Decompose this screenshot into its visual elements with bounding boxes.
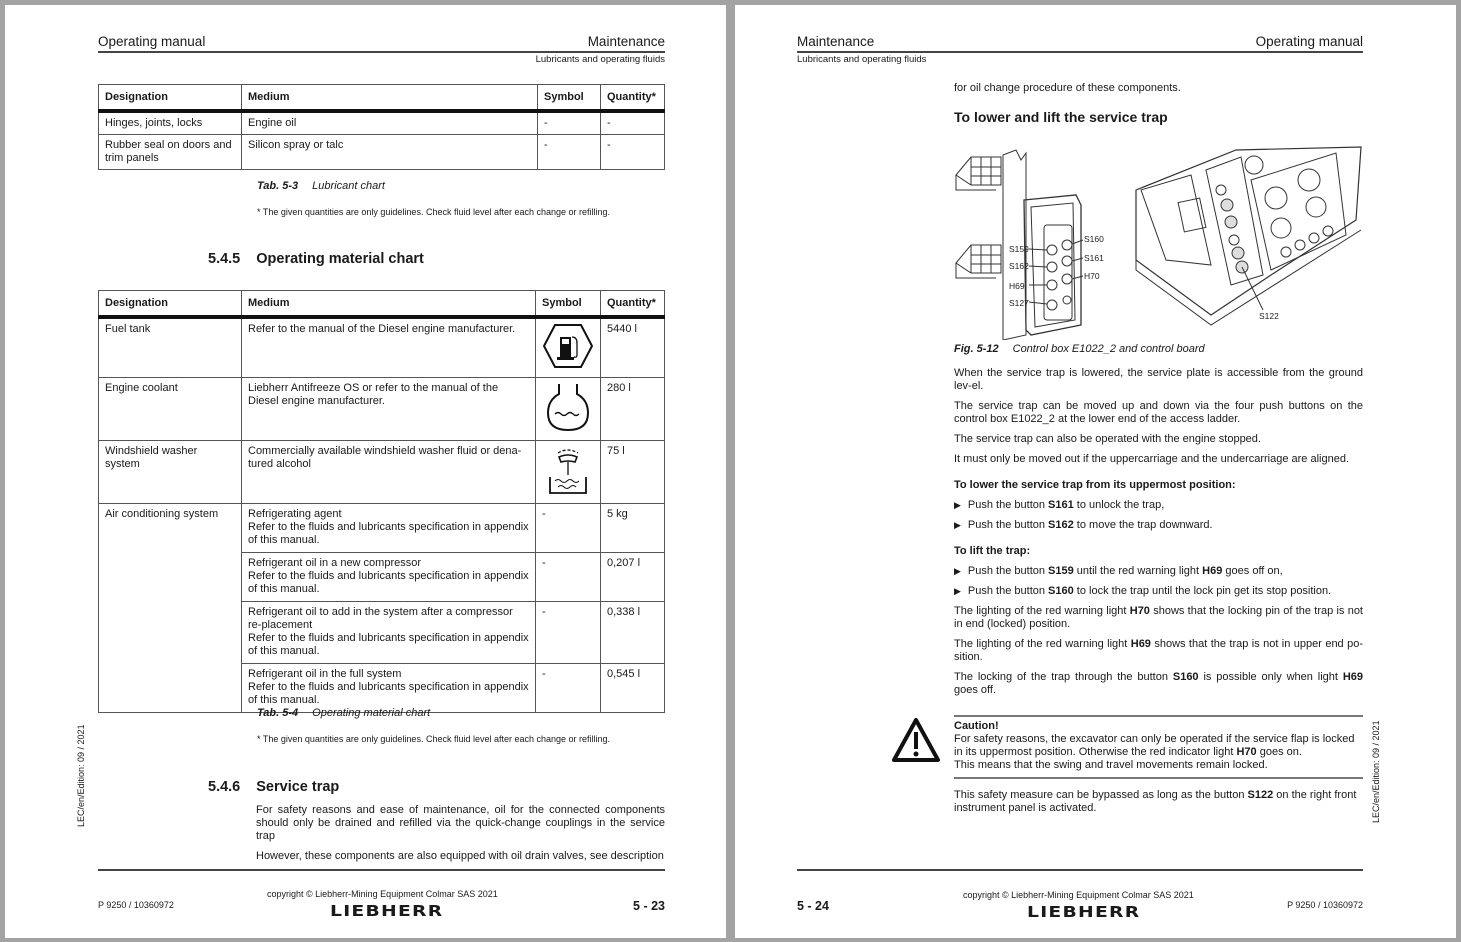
caption-text: Lubricant chart: [312, 180, 385, 192]
caption-number: Fig. 5-12: [954, 343, 999, 355]
label-h69: H69: [1009, 281, 1025, 291]
paragraph: However, these components are also equipped with oil drain valves, see description: [256, 850, 664, 862]
paragraph: The service trap can be moved up and down via the four push buttons on the control box E1022_2 at the lower end of the access ladder.: [954, 400, 1363, 425]
text: goes on.: [1256, 746, 1302, 758]
light-code: H69: [1202, 565, 1223, 577]
text: This safety measure can be bypassed as long as the button: [954, 789, 1248, 801]
text: For safety reasons, the excavator can only be operated if the service flap is locked in its uppermost position. Otherwise the red indicator light: [954, 733, 1355, 758]
material-table: [98, 290, 665, 713]
liebherr-logo: LIEBHERR: [1027, 903, 1141, 921]
body-text: [954, 367, 1363, 704]
caption-text: Operating material chart: [312, 707, 431, 719]
step-item: [954, 585, 1363, 598]
step-text: until the red warning light: [1073, 565, 1203, 577]
step-text: to unlock the trap,: [1073, 499, 1165, 511]
light-code: H69: [1130, 638, 1151, 650]
section-heading: [208, 251, 424, 267]
paragraph: For safety reasons and ease of maintenance, oil for the connected components should only be drained and refilled via the quick-change couplings in the service trap: [256, 804, 665, 842]
header-left: Operating manual: [98, 34, 206, 49]
text: is possible only when light: [1198, 671, 1343, 683]
table-note: * The given quantities are only guidelines. Check fluid level after each change or refilling.: [257, 207, 611, 217]
table-caption: [257, 707, 430, 719]
cell-designation: Engine coolant: [99, 378, 242, 441]
figure-caption: [954, 343, 1205, 355]
edition-side-text: LEC/en/Edition: 09 / 2021: [1371, 720, 1381, 823]
button-code: S161: [1048, 499, 1074, 511]
header-right: Maintenance: [587, 34, 665, 49]
light-code: H70: [1129, 605, 1150, 617]
table-row: [99, 135, 665, 170]
caution-text: This means that the swing and travel movements remain locked.: [954, 759, 1268, 771]
cell-quantity: 280 l: [601, 378, 665, 441]
paragraph: The service trap can also be operated with the engine stopped.: [954, 433, 1261, 445]
cell-medium: Refrigerating agent Refer to the fluids and lubricants specification in appendix of this manual.: [242, 504, 536, 553]
cell-symbol: -: [538, 111, 601, 135]
table-row: [99, 317, 665, 378]
section-number: 5.4.5: [208, 251, 241, 267]
cell-designation: Hinges, joints, locks: [99, 111, 242, 135]
step-item: [954, 565, 1363, 578]
footer-doc-number: P 9250 / 10360972: [1287, 900, 1363, 910]
cell-quantity: 5 kg: [601, 504, 665, 553]
cell-quantity: 5440 l: [601, 317, 665, 378]
button-code: S160: [1172, 671, 1199, 683]
table-row: [99, 504, 665, 553]
col-header: Designation: [99, 291, 242, 318]
edition-side-text: LEC/en/Edition: 09 / 2021: [76, 724, 86, 827]
section-body: [256, 804, 665, 870]
col-header: Designation: [99, 85, 242, 112]
step-text: Push the button: [967, 585, 1049, 597]
col-header: Quantity*: [601, 291, 665, 318]
subheading: To lift the trap:: [954, 545, 1031, 557]
step-text: Push the button: [967, 499, 1049, 511]
caution-box: [954, 720, 1366, 772]
cell-quantity: 0,545 l: [601, 664, 665, 713]
caution-title: Caution!: [954, 720, 999, 732]
button-code: S160: [1048, 585, 1074, 597]
text: on the right front instrument panel is activated.: [954, 789, 1357, 814]
label-h70: H70: [1084, 271, 1100, 281]
cell-quantity: 0,207 l: [601, 553, 665, 602]
text: The lighting of the red warning light: [954, 605, 1130, 617]
footer-copyright: copyright © Liebherr-Mining Equipment Colmar SAS 2021: [267, 889, 498, 899]
lubricant-table: [98, 84, 665, 170]
subheader: Lubricants and operating fluids: [535, 54, 665, 65]
footer-doc-number: P 9250 / 10360972: [98, 900, 174, 910]
warning-icon: [891, 717, 941, 763]
bypass-text: [954, 789, 1363, 815]
cell-medium: Engine oil: [242, 111, 538, 135]
text: The locking of the trap through the button: [954, 671, 1173, 683]
label-s161: S161: [1084, 253, 1104, 263]
cell-designation: Rubber seal on doors and trim panels: [99, 135, 242, 170]
cell-symbol: -: [536, 553, 601, 602]
cell-designation: Fuel tank: [99, 317, 242, 378]
caution-rule-top: [954, 715, 1363, 717]
paragraph: It must only be moved out if the uppercarriage and the undercarriage are aligned.: [954, 453, 1350, 465]
table-row: [99, 378, 665, 441]
step-text: to move the trap downward.: [1073, 519, 1213, 531]
header-left: Maintenance: [797, 34, 875, 49]
washer-fluid-icon: [542, 445, 594, 495]
col-header: Symbol: [538, 85, 601, 112]
footer-rule: [797, 869, 1363, 871]
caution-text: [954, 733, 1366, 759]
text: goes off.: [954, 684, 996, 696]
step-item: [954, 499, 1363, 512]
label-s160: S160: [1084, 234, 1104, 244]
step-text: Push the button: [967, 565, 1049, 577]
cell-designation: Air conditioning system: [99, 504, 242, 713]
cell-medium: Silicon spray or talc: [242, 135, 538, 170]
header-rule: [797, 51, 1363, 53]
col-header: Quantity*: [601, 85, 665, 112]
section-title: Service trap: [256, 779, 340, 795]
cell-symbol: -: [536, 504, 601, 553]
caption-number: Tab. 5-3: [257, 180, 299, 192]
label-s159: S159: [1009, 244, 1029, 254]
label-s122: S122: [1259, 311, 1279, 321]
cell-symbol: [536, 441, 601, 504]
cell-symbol: -: [536, 664, 601, 713]
caption-number: Tab. 5-4: [257, 707, 299, 719]
step-item: [954, 519, 1363, 532]
liebherr-logo: LIEBHERR: [330, 902, 444, 920]
fuel-pump-icon: [542, 323, 594, 369]
cell-medium: Refrigerant oil in a new compressor Refer to the fluids and lubricants specification in appendix of this manual.: [242, 553, 536, 602]
text: The lighting of the red warning light: [954, 638, 1131, 650]
cell-quantity: 0,338 l: [601, 602, 665, 664]
right-page: [735, 5, 1456, 938]
paragraph: [954, 605, 1363, 631]
button-code: S122: [1247, 789, 1274, 801]
cell-medium: Commercially available windshield washer fluid or dena-tured alcohol: [242, 441, 536, 504]
text: shows that the trap is not in upper end po-sition.: [954, 638, 1363, 663]
coolant-icon: [542, 382, 594, 432]
subheading: To lower the service trap from its uppermost position:: [954, 479, 1236, 491]
col-header: Medium: [242, 291, 536, 318]
text: shows that the locking pin of the trap is not in end (locked) position.: [954, 605, 1363, 630]
header-right: Operating manual: [1255, 34, 1363, 49]
footer-copyright: copyright © Liebherr-Mining Equipment Colmar SAS 2021: [963, 890, 1194, 900]
continuation-text: for oil change procedure of these components.: [954, 82, 1181, 94]
page-number: 5 - 24: [797, 899, 829, 913]
label-s127: S127: [1009, 298, 1029, 308]
step-text: goes off on,: [1222, 565, 1283, 577]
header-rule: [98, 51, 665, 53]
paragraph: [954, 671, 1363, 697]
step-text: Push the button: [967, 519, 1049, 531]
cell-symbol: -: [538, 135, 601, 170]
cell-quantity: 75 l: [601, 441, 665, 504]
button-code: S162: [1048, 519, 1074, 531]
left-page: [5, 5, 726, 938]
cell-quantity: -: [601, 135, 665, 170]
cell-symbol: -: [536, 602, 601, 664]
col-header: Medium: [242, 85, 538, 112]
page-number: 5 - 23: [633, 899, 665, 913]
subheader: Lubricants and operating fluids: [797, 54, 927, 65]
cell-medium: Refrigerant oil in the full system Refer to the fluids and lubricants specification in appendix of this manual.: [242, 664, 536, 713]
section-title: Operating material chart: [256, 251, 424, 267]
table-note: * The given quantities are only guidelines. Check fluid level after each change or refilling.: [257, 734, 611, 744]
cell-symbol: [536, 317, 601, 378]
paragraph: [954, 638, 1363, 664]
cell-medium: Refer to the manual of the Diesel engine manufacturer.: [242, 317, 536, 378]
section-heading: To lower and lift the service trap: [954, 109, 1168, 125]
caution-rule-bottom: [954, 777, 1363, 779]
footer-rule: [98, 869, 665, 871]
table-row: [99, 111, 665, 135]
step-text: to lock the trap until the lock pin get its stop position.: [1073, 585, 1332, 597]
col-header: Symbol: [536, 291, 601, 318]
table-caption: [257, 180, 385, 192]
control-box-figure: [951, 145, 1366, 340]
light-code: H69: [1342, 671, 1363, 683]
cell-designation: Windshield washer system: [99, 441, 242, 504]
caption-text: Control box E1022_2 and control board: [1012, 343, 1205, 355]
section-heading: [208, 779, 339, 795]
cell-medium: Refrigerant oil to add in the system after a compressor re-placement Refer to the fluids and lubricants specification in appendix of this manual.: [242, 602, 536, 664]
label-s162: S162: [1009, 261, 1029, 271]
paragraph: When the service trap is lowered, the service plate is accessible from the ground lev-el.: [954, 367, 1363, 392]
button-code: S159: [1048, 565, 1074, 577]
cell-medium: Liebherr Antifreeze OS or refer to the manual of the Diesel engine manufacturer.: [242, 378, 536, 441]
cell-symbol: [536, 378, 601, 441]
section-number: 5.4.6: [208, 779, 241, 795]
light-code: H70: [1236, 746, 1257, 758]
table-row: [99, 441, 665, 504]
cell-quantity: -: [601, 111, 665, 135]
